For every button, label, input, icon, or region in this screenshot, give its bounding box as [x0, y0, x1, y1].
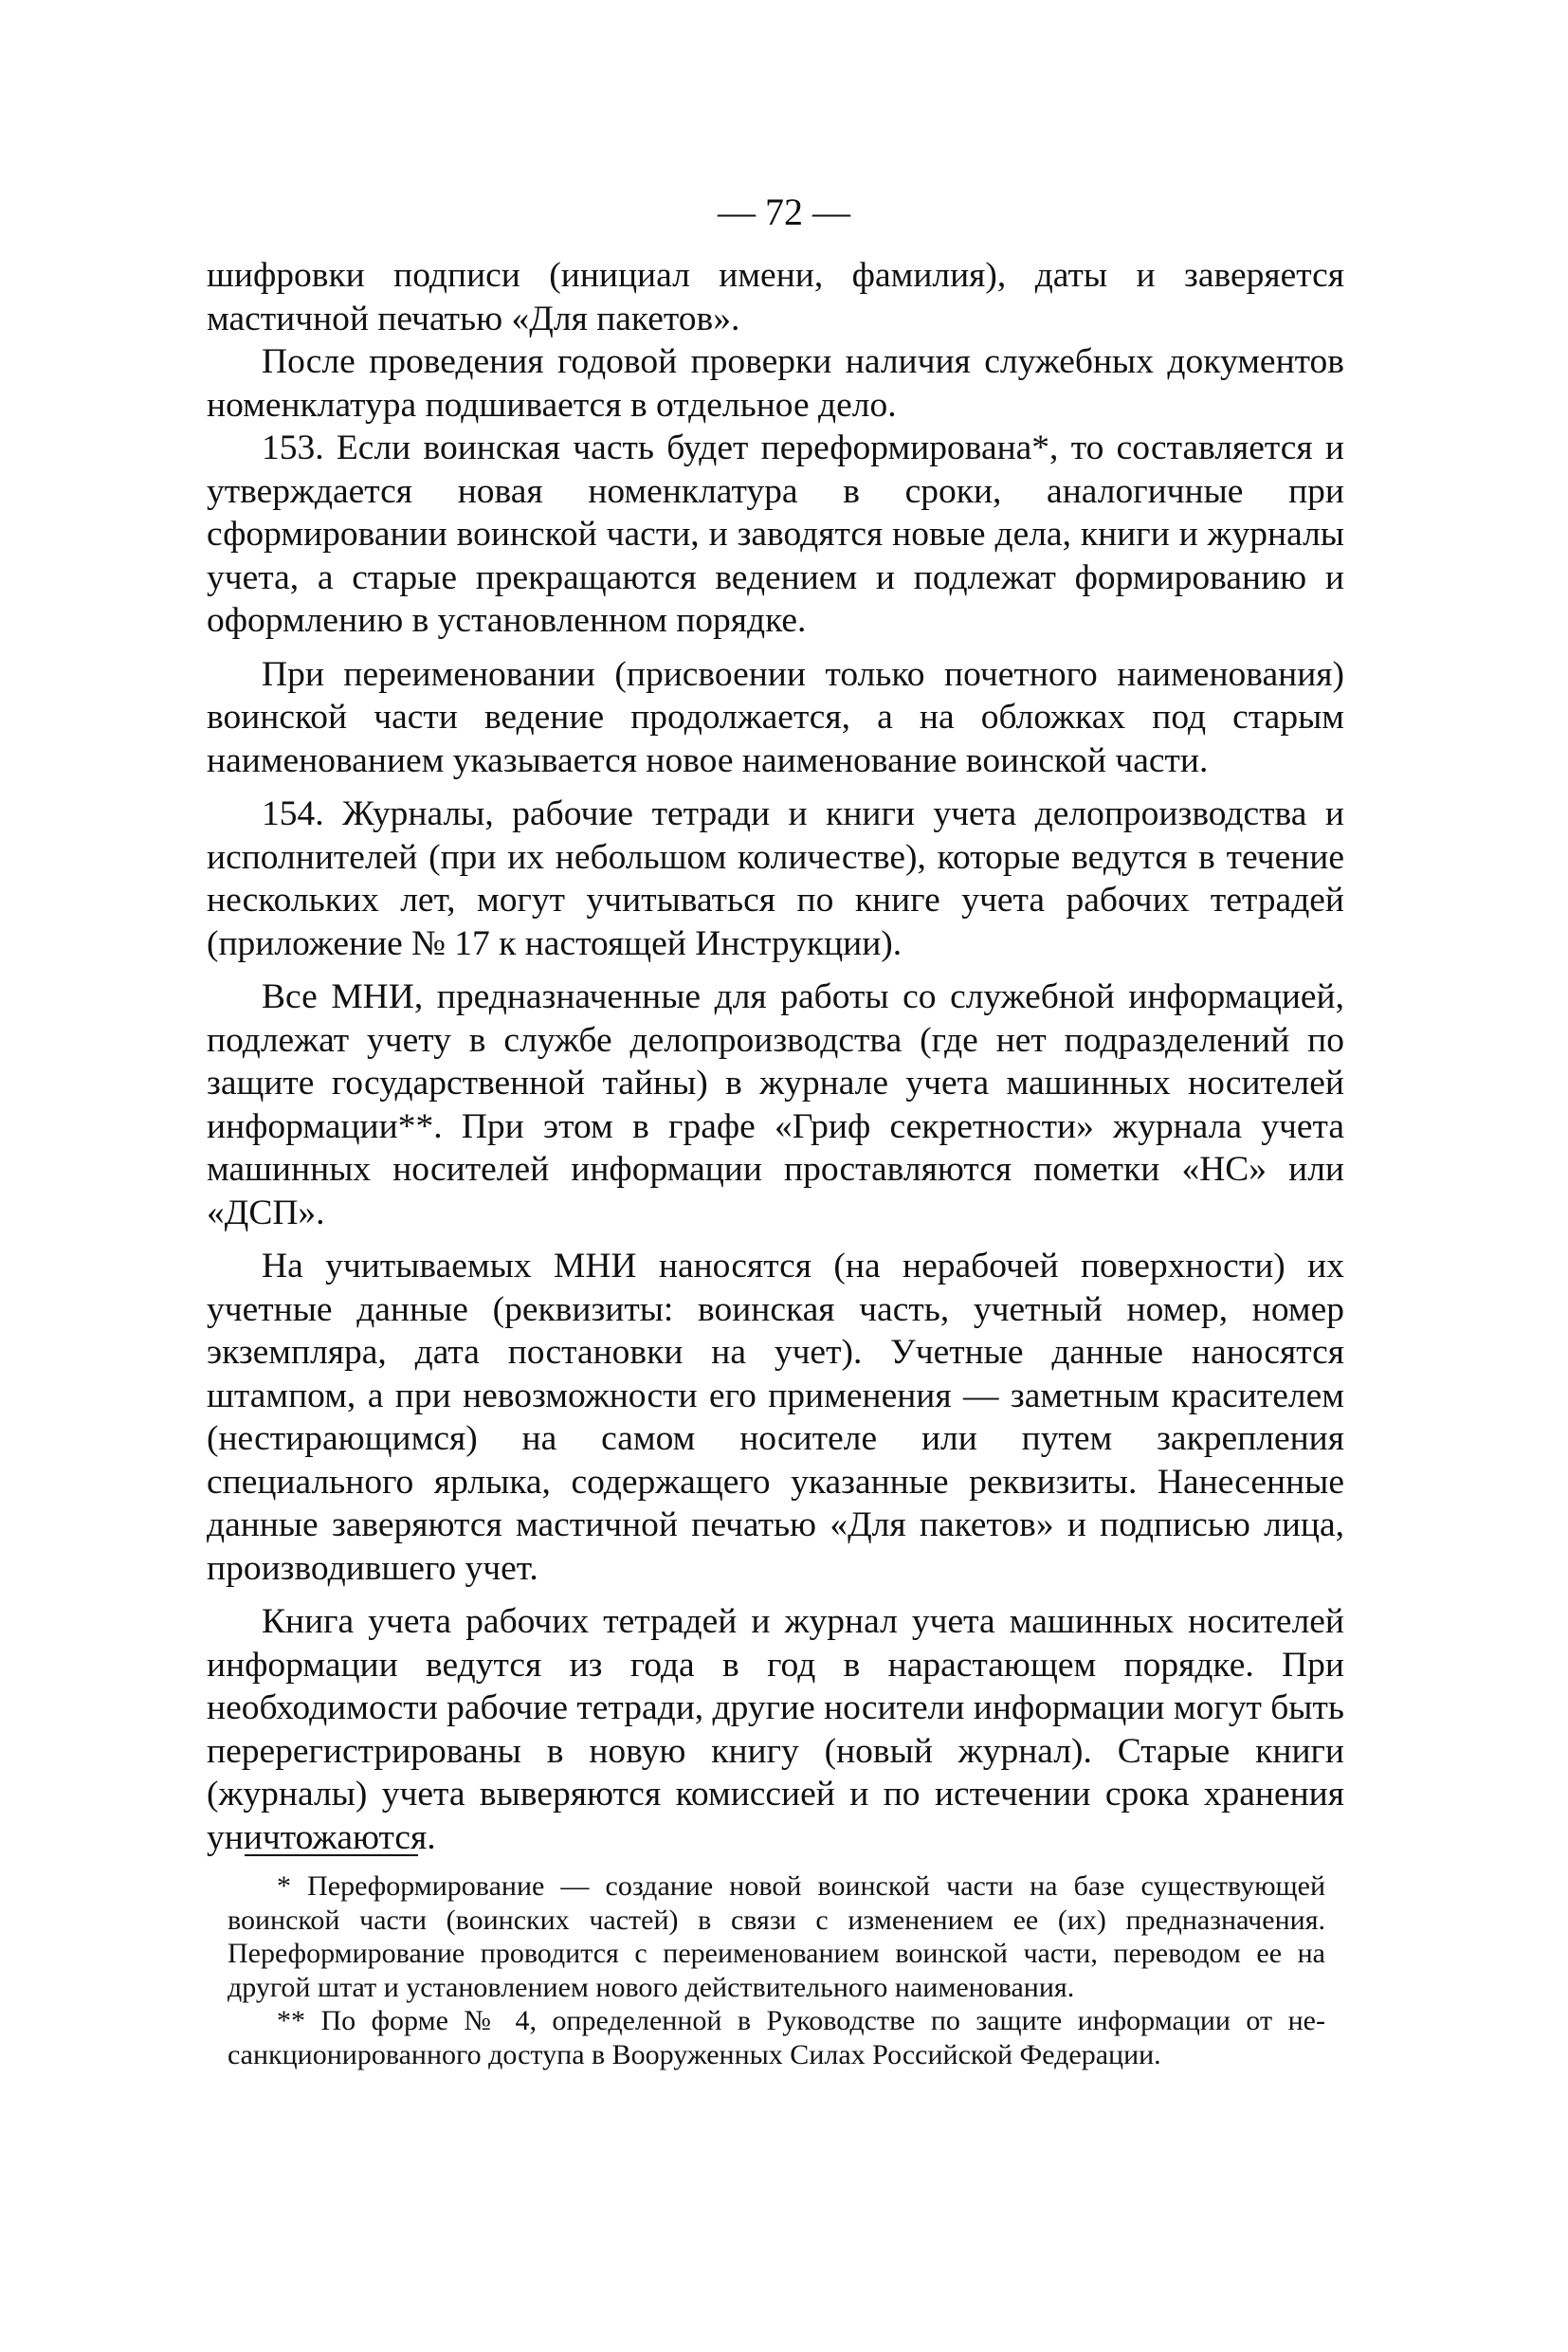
footnotes: [228, 1869, 1325, 2071]
paragraph-mni-accounting: Все МНИ, предназначенные для работы со служебной информацией, подлежат учету в службе делопроизводства (где нет подразделений по защите государственной тайны) в журнале учета машинных носителей информации**. При этом в графе «Гриф секретности» журнала учета машинных носителей информации проставляются пометки «НС» или «ДСП».: [207, 977, 1344, 1232]
footnote-1: * Переформирование — создание новой воинской части на базе существующей воинской части (воинских частей) в связи с изменением ее (их) предназначения. Переформирование проводится с переименованием воинской части, переводом ее на другой штат и установлением нового действительного наименования.: [228, 1870, 1325, 2003]
paragraph-renaming: При переименовании (присвоении только почетного наименования) воинской части ведение продолжается, а на обложках под старым наименованием указывается новое наименование воинской части.: [207, 654, 1344, 780]
page-number: — 72 —: [718, 191, 850, 233]
paragraph-153: 153. Если воинская часть будет переформирована*, то составляется и утверждается новая номенклатура в сроки, аналогичные при сформировании воинской части, и заводятся новые дела, книги и журналы учета, а старые прекращаются ведением и подлежат формированию и оформлению в установленном порядке.: [207, 428, 1344, 640]
paragraph-record-books: Книга учета рабочих тетрадей и журнал учета машинных носителей информации ведутся из года в год в нарастающем порядке. При необходимости рабочие тетради, другие носители информации могут быть перерегистрированы в новую книгу (новый журнал). Старые книги (журналы) учета выверяются комиссией и по истечении срока хранения уничтожаются.: [207, 1602, 1344, 1857]
paragraph-mni-marking: На учитываемых МНИ наносятся (на нерабочей поверхности) их учетные данные (реквизиты: воинская часть, учетный номер, номер экземпляра, дата постановки на учет). Учетные данные наносятся штампом, а при невозможности его применения — заметным красителем (нестирающимся) на самом носителе или путем закрепления специального ярлыка, содержащего указанные реквизиты. Нанесенные данные заверяются мастичной печатью «Для пакетов» и подписью лица, производившего учет.: [207, 1247, 1344, 1588]
paragraph-nomenclature-filing: После проведения годовой проверки наличия служебных документов номенклатура подшивается в отдельное дело.: [207, 342, 1344, 425]
paragraph-continuation: шифровки подписи (инициал имени, фамилия), даты и заверяется мастичной печатью «Для пакетов».: [207, 256, 1344, 338]
footnote-2: ** По форме № 4, определенной в Руководстве по защите информации от несанкционированного доступа в Вооруженных Силах Российской Федерации.: [228, 2005, 1325, 2070]
body-text: [207, 254, 1344, 1859]
paragraph-154: 154. Журналы, рабочие тетради и книги учета делопроизводства и исполнителей (при их небольшом количестве), которые ведутся в течение нескольких лет, могут учитываться по книге учета рабочих тетрадей (приложение № 17 к настоящей Инструкции).: [207, 794, 1344, 963]
footnote-divider: [245, 1854, 418, 1856]
